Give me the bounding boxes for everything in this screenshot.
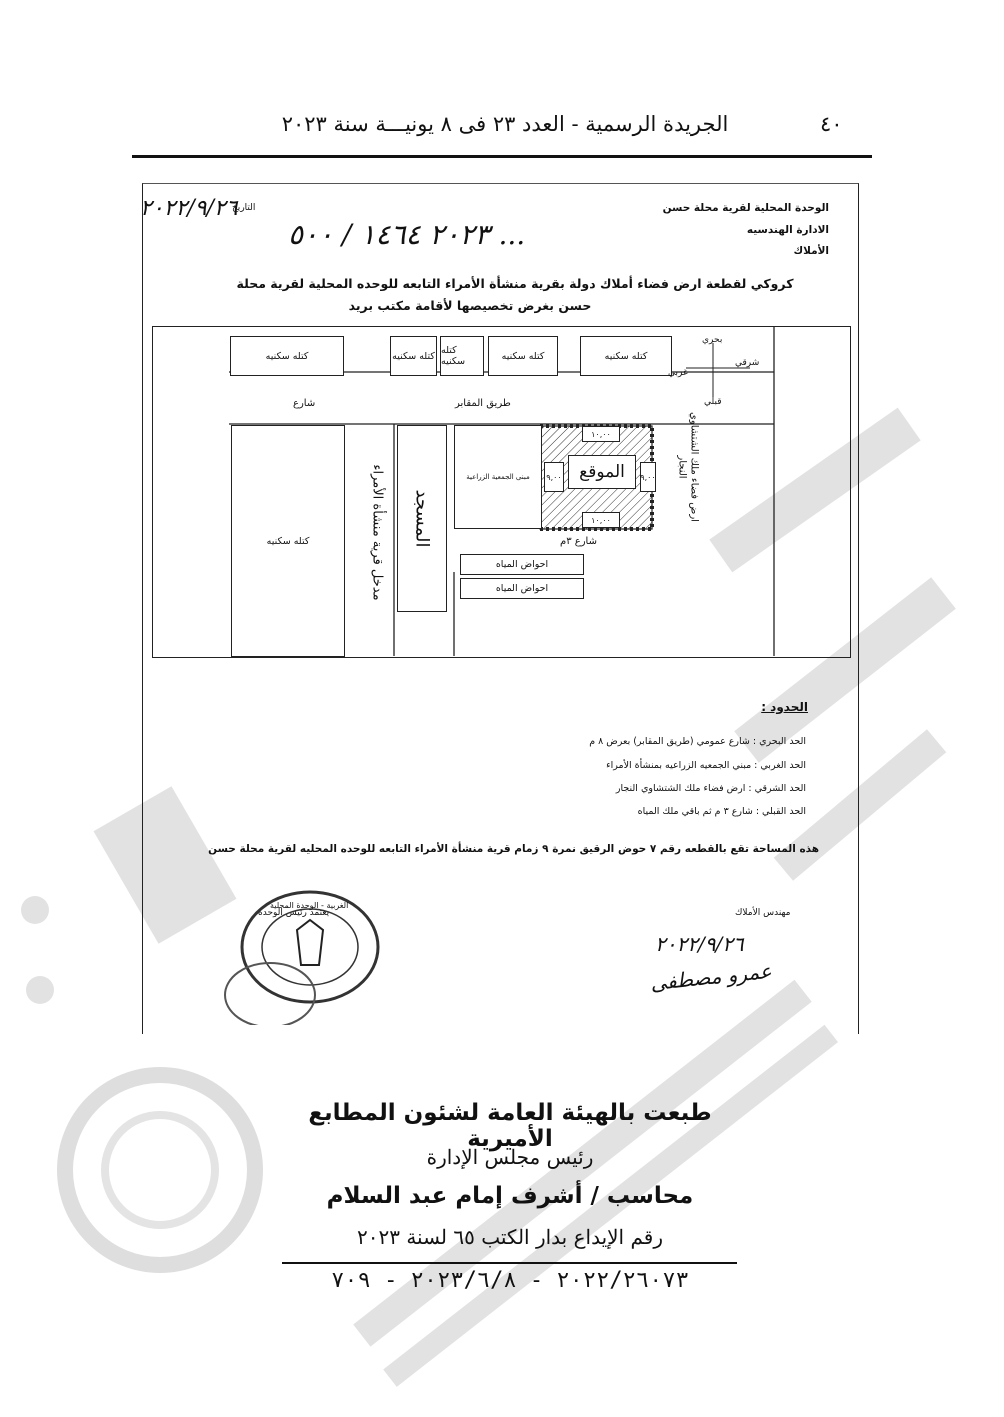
agri-building bbox=[454, 425, 542, 529]
site-label-text: الموقع bbox=[579, 462, 625, 482]
village-entrance-label: مدخل قرية منشأة الأمراء bbox=[369, 464, 385, 601]
letterhead-section: الأملاك bbox=[793, 245, 829, 257]
gazette-header-title: الجريدة الرسمية - العدد ٢٣ فى ٨ يونيـــة سنة ٢٠٢٣ bbox=[281, 112, 729, 136]
page-number: ٤٠ bbox=[820, 112, 843, 136]
boundary-east: الحد الشرقي : ارض فضاء ملك الشتشاوي النجار bbox=[615, 783, 806, 794]
footer-deposit-number: رقم الإيداع بدار الكتب ٦٥ لسنة ٢٠٢٣ bbox=[357, 1225, 663, 1249]
dim-right: ٩,٠٠ bbox=[640, 462, 656, 492]
compass-east: شرقي bbox=[735, 358, 760, 368]
sketch-title-line1: كروكي لقطعة ارض فضاء أملاك دولة بقرية منشأة الأمراء التابعه للوحده المحلية لقرية محلة bbox=[236, 276, 794, 291]
res-block-large: كتله سكنيه bbox=[231, 425, 345, 657]
footer-chairman-name: محاسب / أشرف إمام عبد السلام bbox=[326, 1183, 694, 1209]
res-block-5: كتله سكنيه bbox=[580, 336, 672, 376]
compass bbox=[650, 335, 770, 415]
water-tanks-2: احواض المياه bbox=[460, 578, 584, 599]
cemetery-road-label: طريق المقابر bbox=[455, 398, 511, 409]
agri-building-label: مبنى الجمعية الزراعية bbox=[466, 473, 530, 481]
dim-left: ٩,٠٠ bbox=[544, 462, 564, 492]
approval-label: يعتمد رئيس الوحده bbox=[258, 908, 330, 918]
boundary-north: الحد البحري : شارع عمومي (طريق المقابر) بعرض ٨ م bbox=[589, 736, 806, 747]
engineer-signature: عمرو مصطفى bbox=[649, 958, 773, 996]
site-label bbox=[568, 455, 636, 489]
date-label: التاريخ bbox=[232, 203, 256, 213]
dim-bottom: ١٠,٠٠ bbox=[582, 512, 620, 528]
mosque-label: المسجد bbox=[411, 489, 433, 548]
area-note: هذه المساحة تقع بالقطعه رقم ٧ حوض الرقيق نمرة ٩ زمام قرية منشأة الأمراء التابعه للوحده المحليه لقرية محلة حسن bbox=[208, 843, 819, 855]
date-handwritten: ٢٠٢٢/٩/٢٦ bbox=[140, 196, 238, 221]
footer-isbn: ٢٠٢٢/٢٦٠٧٣ - ٢٠٢٣/٦/٨ - ٧٠٩ bbox=[331, 1268, 689, 1293]
stamp-text: الغربية - الوحدة المحلية bbox=[270, 901, 349, 910]
boundaries-heading: الحدود : bbox=[761, 700, 808, 714]
footer-printed-by: طبعت بالهيئة العامة لشئون المطابع الأميرية bbox=[308, 1100, 712, 1152]
letterhead-dept: الادارة الهندسيه bbox=[746, 224, 829, 236]
dim-top: ١٠,٠٠ bbox=[582, 426, 620, 442]
water-tanks-1: احواض المياه bbox=[460, 554, 584, 575]
res-block-3: كتله سكنيه bbox=[440, 336, 484, 376]
compass-south: قبلي bbox=[704, 397, 722, 407]
boundary-west: الحد الغربي : مبني الجمعيه الزراعيه بمنشأة الأمراء bbox=[606, 760, 806, 771]
compass-north: بحري bbox=[702, 335, 723, 345]
res-block-1: كتله سكنيه bbox=[230, 336, 344, 376]
street-label: شارع bbox=[293, 398, 316, 409]
sketch-title-line2: حسن بغرض تخصيصها لأقامة مكتب بريد bbox=[348, 298, 592, 313]
boundary-south: الحد القبلي : شارع ٣ م ثم باقي ملك المياه bbox=[637, 806, 806, 817]
engineer-label: مهندس الأملاك bbox=[735, 908, 791, 918]
footer-rule bbox=[282, 1262, 737, 1264]
mosque bbox=[397, 425, 447, 612]
res-block-2: كتله سكنيه bbox=[390, 336, 437, 376]
ref-handwritten: ٢٠٢٣ ١٤٦٤ / ٥٠٠ ... bbox=[288, 218, 526, 251]
letterhead-unit: الوحدة المحلية لقرية محلة حسن bbox=[662, 202, 829, 214]
official-stamp bbox=[215, 885, 395, 1025]
footer-chairman-title: رئيس مجلس الإدارة bbox=[426, 1145, 594, 1169]
east-land-label: ارض فضاء ملك الشتشاوي النجار bbox=[676, 412, 700, 522]
header-rule bbox=[132, 155, 872, 158]
engineer-date: ٢٠٢٢/٩/٢٦ bbox=[655, 932, 744, 956]
street-3m-label: شارع ٣م bbox=[560, 536, 597, 547]
res-block-4: كتله سكنيه bbox=[488, 336, 558, 376]
compass-west: غربي bbox=[668, 368, 688, 378]
